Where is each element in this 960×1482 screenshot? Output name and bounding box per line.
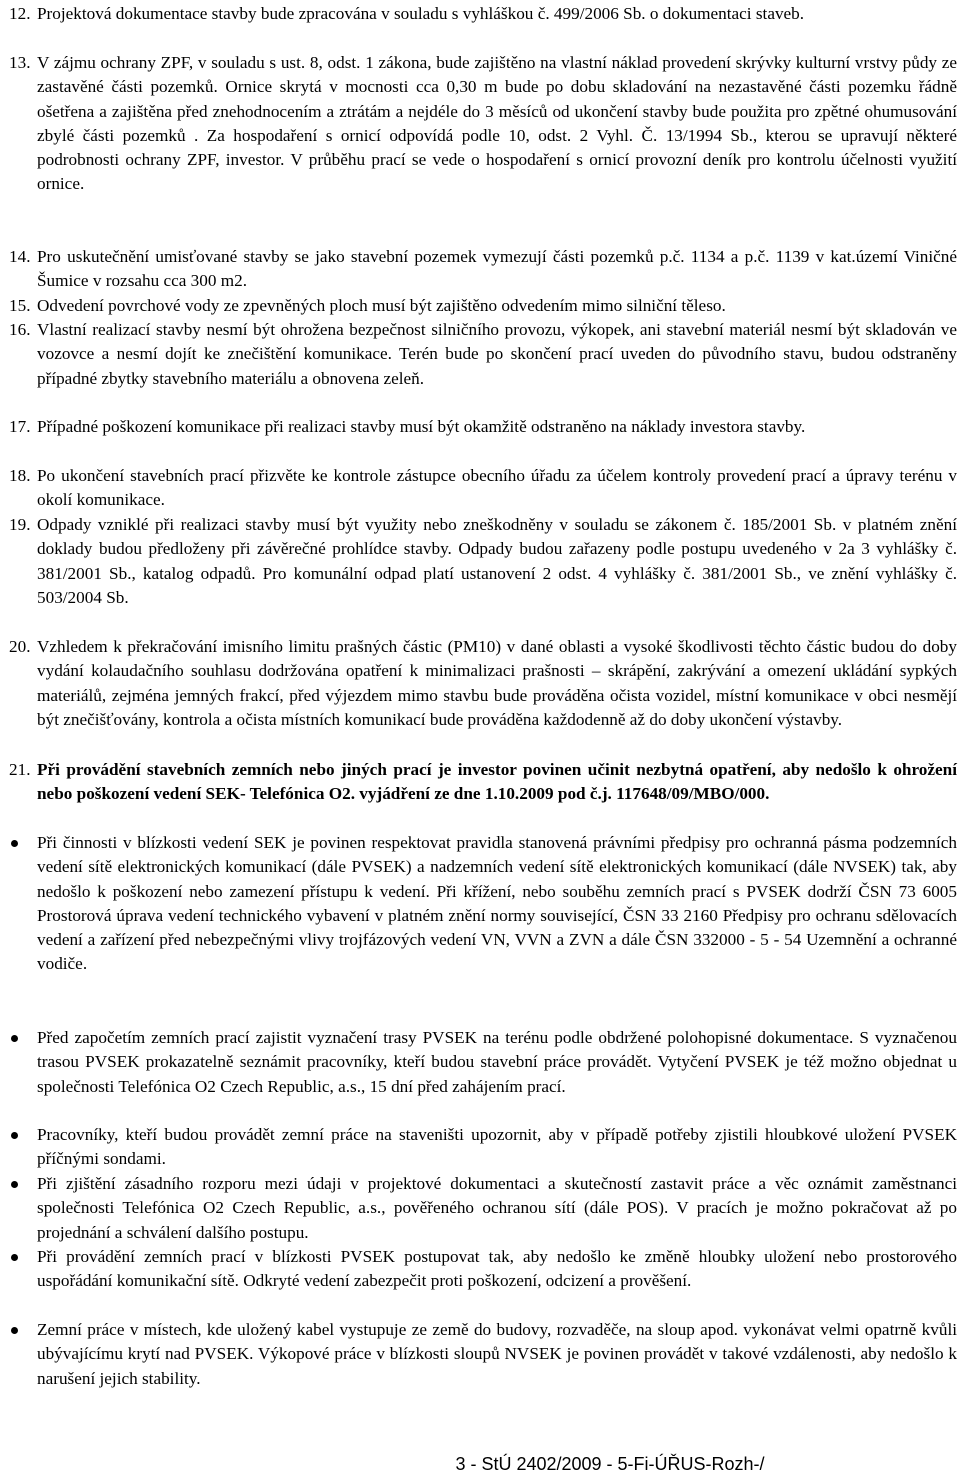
item-number: 12. [9,4,31,23]
item-text: V zájmu ochrany ZPF, v souladu s ust. 8, odst. 1 zákona, bude zajištěno na vlastní náklad provedení skrývky kulturní vrstvy půdy ze zastavěné části pozemků. Ornice skrytá v mocnosti cca 0,30 m bude po dobu skladování na nezastavěné části pozemku řádně ošetřena a zajištěna před znehodnocením a ztrátám a nejdéle do 3 měsíců od ukončení stavby bude použita pro zpětné ohumusování zbylé části pozemků . Za hospodaření s ornicí odpovídá podle 10, odst. 2 Vyhl. Č. 13/1994 Sb., kterou se upravují některé podrobnosti ochrany ZPF, investor. V průběhu prací se vede o hospodaření s ornicí provozní deník pro kontrolu účelnosti využití ornice. [37,53,957,194]
bullet-item [9,1172,957,1245]
list-item-19 [9,513,957,610]
item-text: Po ukončení stavebních prací přizvěte ke kontrole zástupce obecního úřadu za účelem kontroly provedení prací a úpravy terénu v okolí komunikace. [37,466,957,510]
item-text: Při provádění stavebních zemních nebo jiných prací je investor povinen učinit nezbytná opatření, aby nedošlo k ohrožení nebo poškození vedení SEK- Telefónica O2. vyjádření ze dne 1.10.2009 pod č.j. 117648/09/MBO/000. [37,760,957,804]
item-number: 21. [9,760,31,779]
list-item-12 [9,2,957,26]
item-number: 13. [9,53,31,72]
item-number: 15. [9,296,31,315]
list-item-20 [9,635,957,732]
list-item-21 [9,758,957,807]
item-number: 17. [9,417,31,436]
item-text: Případné poškození komunikace při realizaci stavby musí být okamžitě odstraněno na náklady investora stavby. [37,417,806,436]
list-item-14 [9,245,957,294]
item-text: Projektová dokumentace stavby bude zpracována v souladu s vyhláškou č. 499/2006 Sb. o dokumentaci staveb. [37,4,805,23]
item-number: 20. [9,637,31,656]
bullet-text: Před započetím zemních prací zajistit vyznačení trasy PVSEK na terénu podle obdržené polohopisné dokumentace. S vyznačenou trasou PVSEK prokazatelně seznámit pracovníky, kteří budou stavební práce provádět. Vytyčení PVSEK je též možno objednat u společnosti Telefónica O2 Czech Republic, a.s., 15 dní před zahájením prací. [37,1028,957,1096]
list-item-18 [9,464,957,513]
item-number: 18. [9,466,31,485]
page-footer: 3 - StÚ 2402/2009 - 5-Fi-ÚŘUS-Rozh-/ [455,1454,765,1474]
bullet-item [9,1026,957,1099]
bullet-text: Zemní práce v místech, kde uložený kabel vystupuje ze země do budovy, rozvaděče, na sloup apod. vykonávat velmi opatrně kvůli ubývajícímu krytí nad PVSEK. Výkopové práce v blízkosti sloupů NVSEK je povinen provádět v takové vzdálenosti, aby nedošlo k narušení jejich stability. [37,1320,957,1388]
item-text: Odpady vzniklé při realizaci stavby musí být využity nebo zneškodněny v souladu se zákonem č. 185/2001 Sb. v platném znění doklady budou předloženy při závěrečné prohlídce stavby. Odpady budou zařazeny podle postupu uvedeného v 2a 3 vyhlášky č. 381/2001 Sb., katalog odpadů. Pro komunální odpad platí ustanovení 2 odst. 4 vyhlášky č. 381/2001 Sb., ve znění vyhlášky č. 503/2004 Sb. [37,515,957,607]
bullet-text: Při činnosti v blízkosti vedení SEK je povinen respektovat pravidla stanovená právními předpisy pro ochranná pásma podzemních vedení sítě elektronických komunikací (dále PVSEK) a nadzemních vedení sítě elektronických komunikací (dále NVSEK) tak, aby nedošlo k poškození nebo zamezení přístupu k vedení. Při křížení, nebo souběhu zemních prací s PVSEK dodrží ČSN 73 6005 Prostorová úprava vedení technického vybavení v platném znění normy související, ČSN 33 2160 Předpisy pro ochranu sdělovacích vedení a zařízení před nebezpečnými vlivy trojfázových vedení VN, VVN a ZVN a dále ČSN 332000 - 5 - 54 Uzemnění a ochranné vodiče. [37,833,957,974]
item-number: 14. [9,247,31,266]
bullet-text: Při provádění zemních prací v blízkosti PVSEK postupovat tak, aby nedošlo ke změně hloubky uložení nebo prostorového uspořádání komunikační sítě. Odkryté vedení zabezpečit proti poškození, odcizení a prověšení. [37,1247,957,1291]
bullet-item [9,1123,957,1172]
list-item-15 [9,294,957,318]
item-text: Pro uskutečnění umisťované stavby se jako stavební pozemek vymezují části pozemků p.č. 1134 a p.č. 1139 v kat.území Viničné Šumice v rozsahu cca 300 m2. [37,247,957,291]
item-number: 16. [9,320,31,339]
list-item-17 [9,415,957,439]
bullet-text: Při zjištění zásadního rozporu mezi údaji v projektové dokumentaci a skutečností zastavit práce a věc oznámit zaměstnanci společnosti Telefónica O2 Czech Republic, a.s., pověřeného ochranou sítí (dále POS). V pracích je možno pokračovat až po projednání a schválení dalšího postupu. [37,1174,957,1242]
bullet-item [9,831,957,977]
bullet-item [9,1245,957,1294]
bullet-item [9,1318,957,1391]
list-item-16 [9,318,957,391]
item-text: Vlastní realizací stavby nesmí být ohrožena bezpečnost silničního provozu, výkopek, ani stavební materiál nesmí být skladován ve vozovce a nesmí dojít ke znečištění komunikace. Terén bude po skončení prací uveden do původního stavu, budou odstraněny případné zbytky stavebního materiálu a obnovena zeleň. [37,320,957,388]
list-item-13 [9,51,957,197]
item-text: Odvedení povrchové vody ze zpevněných ploch musí být zajištěno odvedením mimo silniční těleso. [37,296,726,315]
bullet-text: Pracovníky, kteří budou provádět zemní práce na staveništi upozornit, aby v případě potřeby zjistili hloubkové uložení PVSEK příčnými sondami. [37,1125,957,1169]
item-text: Vzhledem k překračování imisního limitu prašných částic (PM10) v dané oblasti a vysoké škodlivosti těchto částic budou do doby vydání kolaudačního souhlasu dodržována opatření k minimalizaci prašnosti – skrápění, zakrývání a omezení ukládání sypkých materiálů, zejména jemných frakcí, před výjezdem mimo stavbu bude prováděna očista vozidel, místní komunikace v obci nesmějí být znečišťovány, kontrola a očista místních komunikací bude prováděna každodenně až do doby ukončení výstavby. [37,637,957,729]
item-number: 19. [9,515,31,534]
